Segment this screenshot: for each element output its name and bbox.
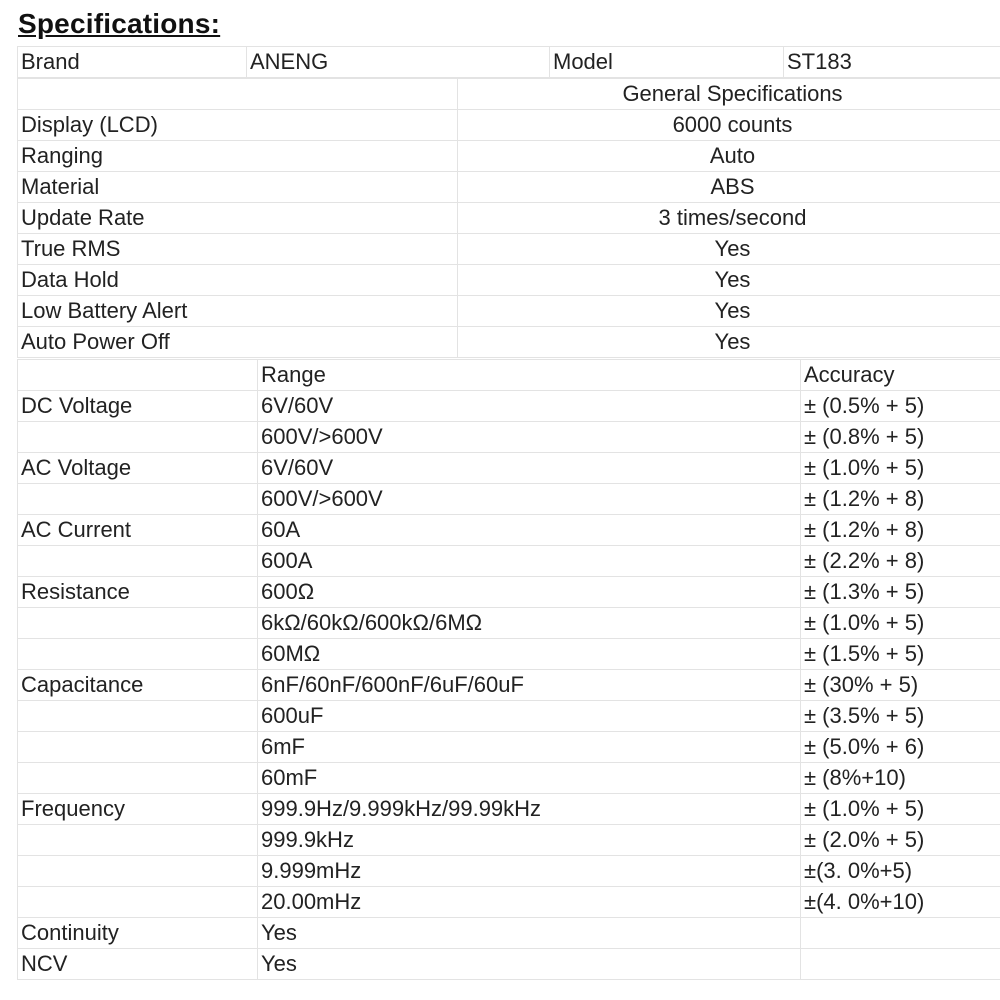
accuracy-value: ± (8%+10) bbox=[801, 763, 1000, 794]
range-accuracy-row bbox=[18, 391, 1000, 422]
parameter-label bbox=[18, 856, 258, 887]
parameter-label bbox=[18, 763, 258, 794]
parameter-label bbox=[18, 825, 258, 856]
accuracy-value: ± (30% + 5) bbox=[801, 670, 1000, 701]
accuracy-value: ±(3. 0%+5) bbox=[801, 856, 1000, 887]
accuracy-value: ± (5.0% + 6) bbox=[801, 732, 1000, 763]
spec-value: 3 times/second bbox=[458, 203, 1000, 234]
parameter-label: AC Voltage bbox=[18, 453, 258, 484]
accuracy-value: ± (1.0% + 5) bbox=[801, 608, 1000, 639]
brand-model-table bbox=[17, 46, 1000, 78]
spec-value: Yes bbox=[458, 327, 1000, 358]
range-value: 600Ω bbox=[258, 577, 801, 608]
range-accuracy-row bbox=[18, 763, 1000, 794]
range-value: 600V/>600V bbox=[258, 422, 801, 453]
range-value: 6nF/60nF/600nF/6uF/60uF bbox=[258, 670, 801, 701]
model-label: Model bbox=[550, 47, 784, 78]
general-spec-row bbox=[18, 327, 1000, 358]
accuracy-value: ± (1.2% + 8) bbox=[801, 515, 1000, 546]
general-spec-row bbox=[18, 110, 1000, 141]
spec-label: Display (LCD) bbox=[18, 110, 458, 141]
range-header: Range bbox=[258, 360, 801, 391]
general-specifications-header: General Specifications bbox=[458, 79, 1000, 110]
range-value: 60A bbox=[258, 515, 801, 546]
accuracy-value: ± (2.0% + 5) bbox=[801, 825, 1000, 856]
range-value: 60MΩ bbox=[258, 639, 801, 670]
range-accuracy-row bbox=[18, 887, 1000, 918]
range-value: 6V/60V bbox=[258, 391, 801, 422]
range-accuracy-row bbox=[18, 515, 1000, 546]
spec-value: 6000 counts bbox=[458, 110, 1000, 141]
parameter-label bbox=[18, 422, 258, 453]
spec-label: Data Hold bbox=[18, 265, 458, 296]
range-accuracy-row bbox=[18, 546, 1000, 577]
general-spec-row bbox=[18, 141, 1000, 172]
range-accuracy-row bbox=[18, 577, 1000, 608]
general-specifications-table bbox=[17, 78, 1000, 358]
spec-value: Auto bbox=[458, 141, 1000, 172]
spec-label: Update Rate bbox=[18, 203, 458, 234]
range-value: 9.999mHz bbox=[258, 856, 801, 887]
accuracy-value: ± (1.0% + 5) bbox=[801, 794, 1000, 825]
spec-label: Material bbox=[18, 172, 458, 203]
general-spec-row bbox=[18, 296, 1000, 327]
range-accuracy-row bbox=[18, 701, 1000, 732]
range-accuracy-table bbox=[17, 359, 1000, 980]
range-value: 600uF bbox=[258, 701, 801, 732]
accuracy-value: ± (1.0% + 5) bbox=[801, 453, 1000, 484]
accuracy-value: ± (1.2% + 8) bbox=[801, 484, 1000, 515]
parameter-label: Resistance bbox=[18, 577, 258, 608]
range-accuracy-row bbox=[18, 949, 1000, 980]
range-accuracy-row bbox=[18, 484, 1000, 515]
detail-header-row bbox=[18, 360, 1000, 391]
range-value: Yes bbox=[258, 949, 801, 980]
accuracy-value: ± (3.5% + 5) bbox=[801, 701, 1000, 732]
range-value: 20.00mHz bbox=[258, 887, 801, 918]
spec-label: Low Battery Alert bbox=[18, 296, 458, 327]
accuracy-value: ± (1.3% + 5) bbox=[801, 577, 1000, 608]
parameter-label: Continuity bbox=[18, 918, 258, 949]
model-value: ST183 bbox=[784, 47, 1000, 78]
spec-value: ABS bbox=[458, 172, 1000, 203]
accuracy-header: Accuracy bbox=[801, 360, 1000, 391]
range-accuracy-row bbox=[18, 794, 1000, 825]
parameter-label: NCV bbox=[18, 949, 258, 980]
range-accuracy-row bbox=[18, 918, 1000, 949]
spec-value: Yes bbox=[458, 234, 1000, 265]
parameter-label bbox=[18, 608, 258, 639]
range-accuracy-row bbox=[18, 453, 1000, 484]
parameter-label bbox=[18, 546, 258, 577]
brand-value: ANENG bbox=[247, 47, 550, 78]
general-header-row bbox=[18, 79, 1000, 110]
accuracy-value: ± (0.8% + 5) bbox=[801, 422, 1000, 453]
range-accuracy-row bbox=[18, 825, 1000, 856]
parameter-label bbox=[18, 701, 258, 732]
accuracy-value: ± (0.5% + 5) bbox=[801, 391, 1000, 422]
detail-header-empty-cell bbox=[18, 360, 258, 391]
spec-label: True RMS bbox=[18, 234, 458, 265]
range-value: 999.9kHz bbox=[258, 825, 801, 856]
general-spec-row bbox=[18, 172, 1000, 203]
general-header-empty-cell bbox=[18, 79, 458, 110]
range-accuracy-row bbox=[18, 732, 1000, 763]
range-accuracy-row bbox=[18, 639, 1000, 670]
parameter-label bbox=[18, 732, 258, 763]
general-spec-row bbox=[18, 203, 1000, 234]
parameter-label bbox=[18, 484, 258, 515]
parameter-label bbox=[18, 639, 258, 670]
range-accuracy-row bbox=[18, 422, 1000, 453]
spec-value: Yes bbox=[458, 265, 1000, 296]
accuracy-value: ± (1.5% + 5) bbox=[801, 639, 1000, 670]
range-value: 6mF bbox=[258, 732, 801, 763]
spec-value: Yes bbox=[458, 296, 1000, 327]
range-value: 60mF bbox=[258, 763, 801, 794]
range-value: 6V/60V bbox=[258, 453, 801, 484]
spec-label: Auto Power Off bbox=[18, 327, 458, 358]
parameter-label: AC Current bbox=[18, 515, 258, 546]
range-value: 600V/>600V bbox=[258, 484, 801, 515]
range-accuracy-row bbox=[18, 670, 1000, 701]
parameter-label: DC Voltage bbox=[18, 391, 258, 422]
accuracy-value: ± (2.2% + 8) bbox=[801, 546, 1000, 577]
brand-row bbox=[18, 47, 1000, 78]
parameter-label: Frequency bbox=[18, 794, 258, 825]
range-value: 999.9Hz/9.999kHz/99.99kHz bbox=[258, 794, 801, 825]
page-title: Specifications: bbox=[18, 8, 221, 39]
accuracy-value bbox=[801, 918, 1000, 949]
range-accuracy-row bbox=[18, 608, 1000, 639]
spec-label: Ranging bbox=[18, 141, 458, 172]
general-spec-row bbox=[18, 234, 1000, 265]
range-accuracy-row bbox=[18, 856, 1000, 887]
accuracy-value bbox=[801, 949, 1000, 980]
range-value: Yes bbox=[258, 918, 801, 949]
brand-label: Brand bbox=[18, 47, 247, 78]
accuracy-value: ±(4. 0%+10) bbox=[801, 887, 1000, 918]
parameter-label bbox=[18, 887, 258, 918]
parameter-label: Capacitance bbox=[18, 670, 258, 701]
range-value: 600A bbox=[258, 546, 801, 577]
range-value: 6kΩ/60kΩ/600kΩ/6MΩ bbox=[258, 608, 801, 639]
general-spec-row bbox=[18, 265, 1000, 296]
